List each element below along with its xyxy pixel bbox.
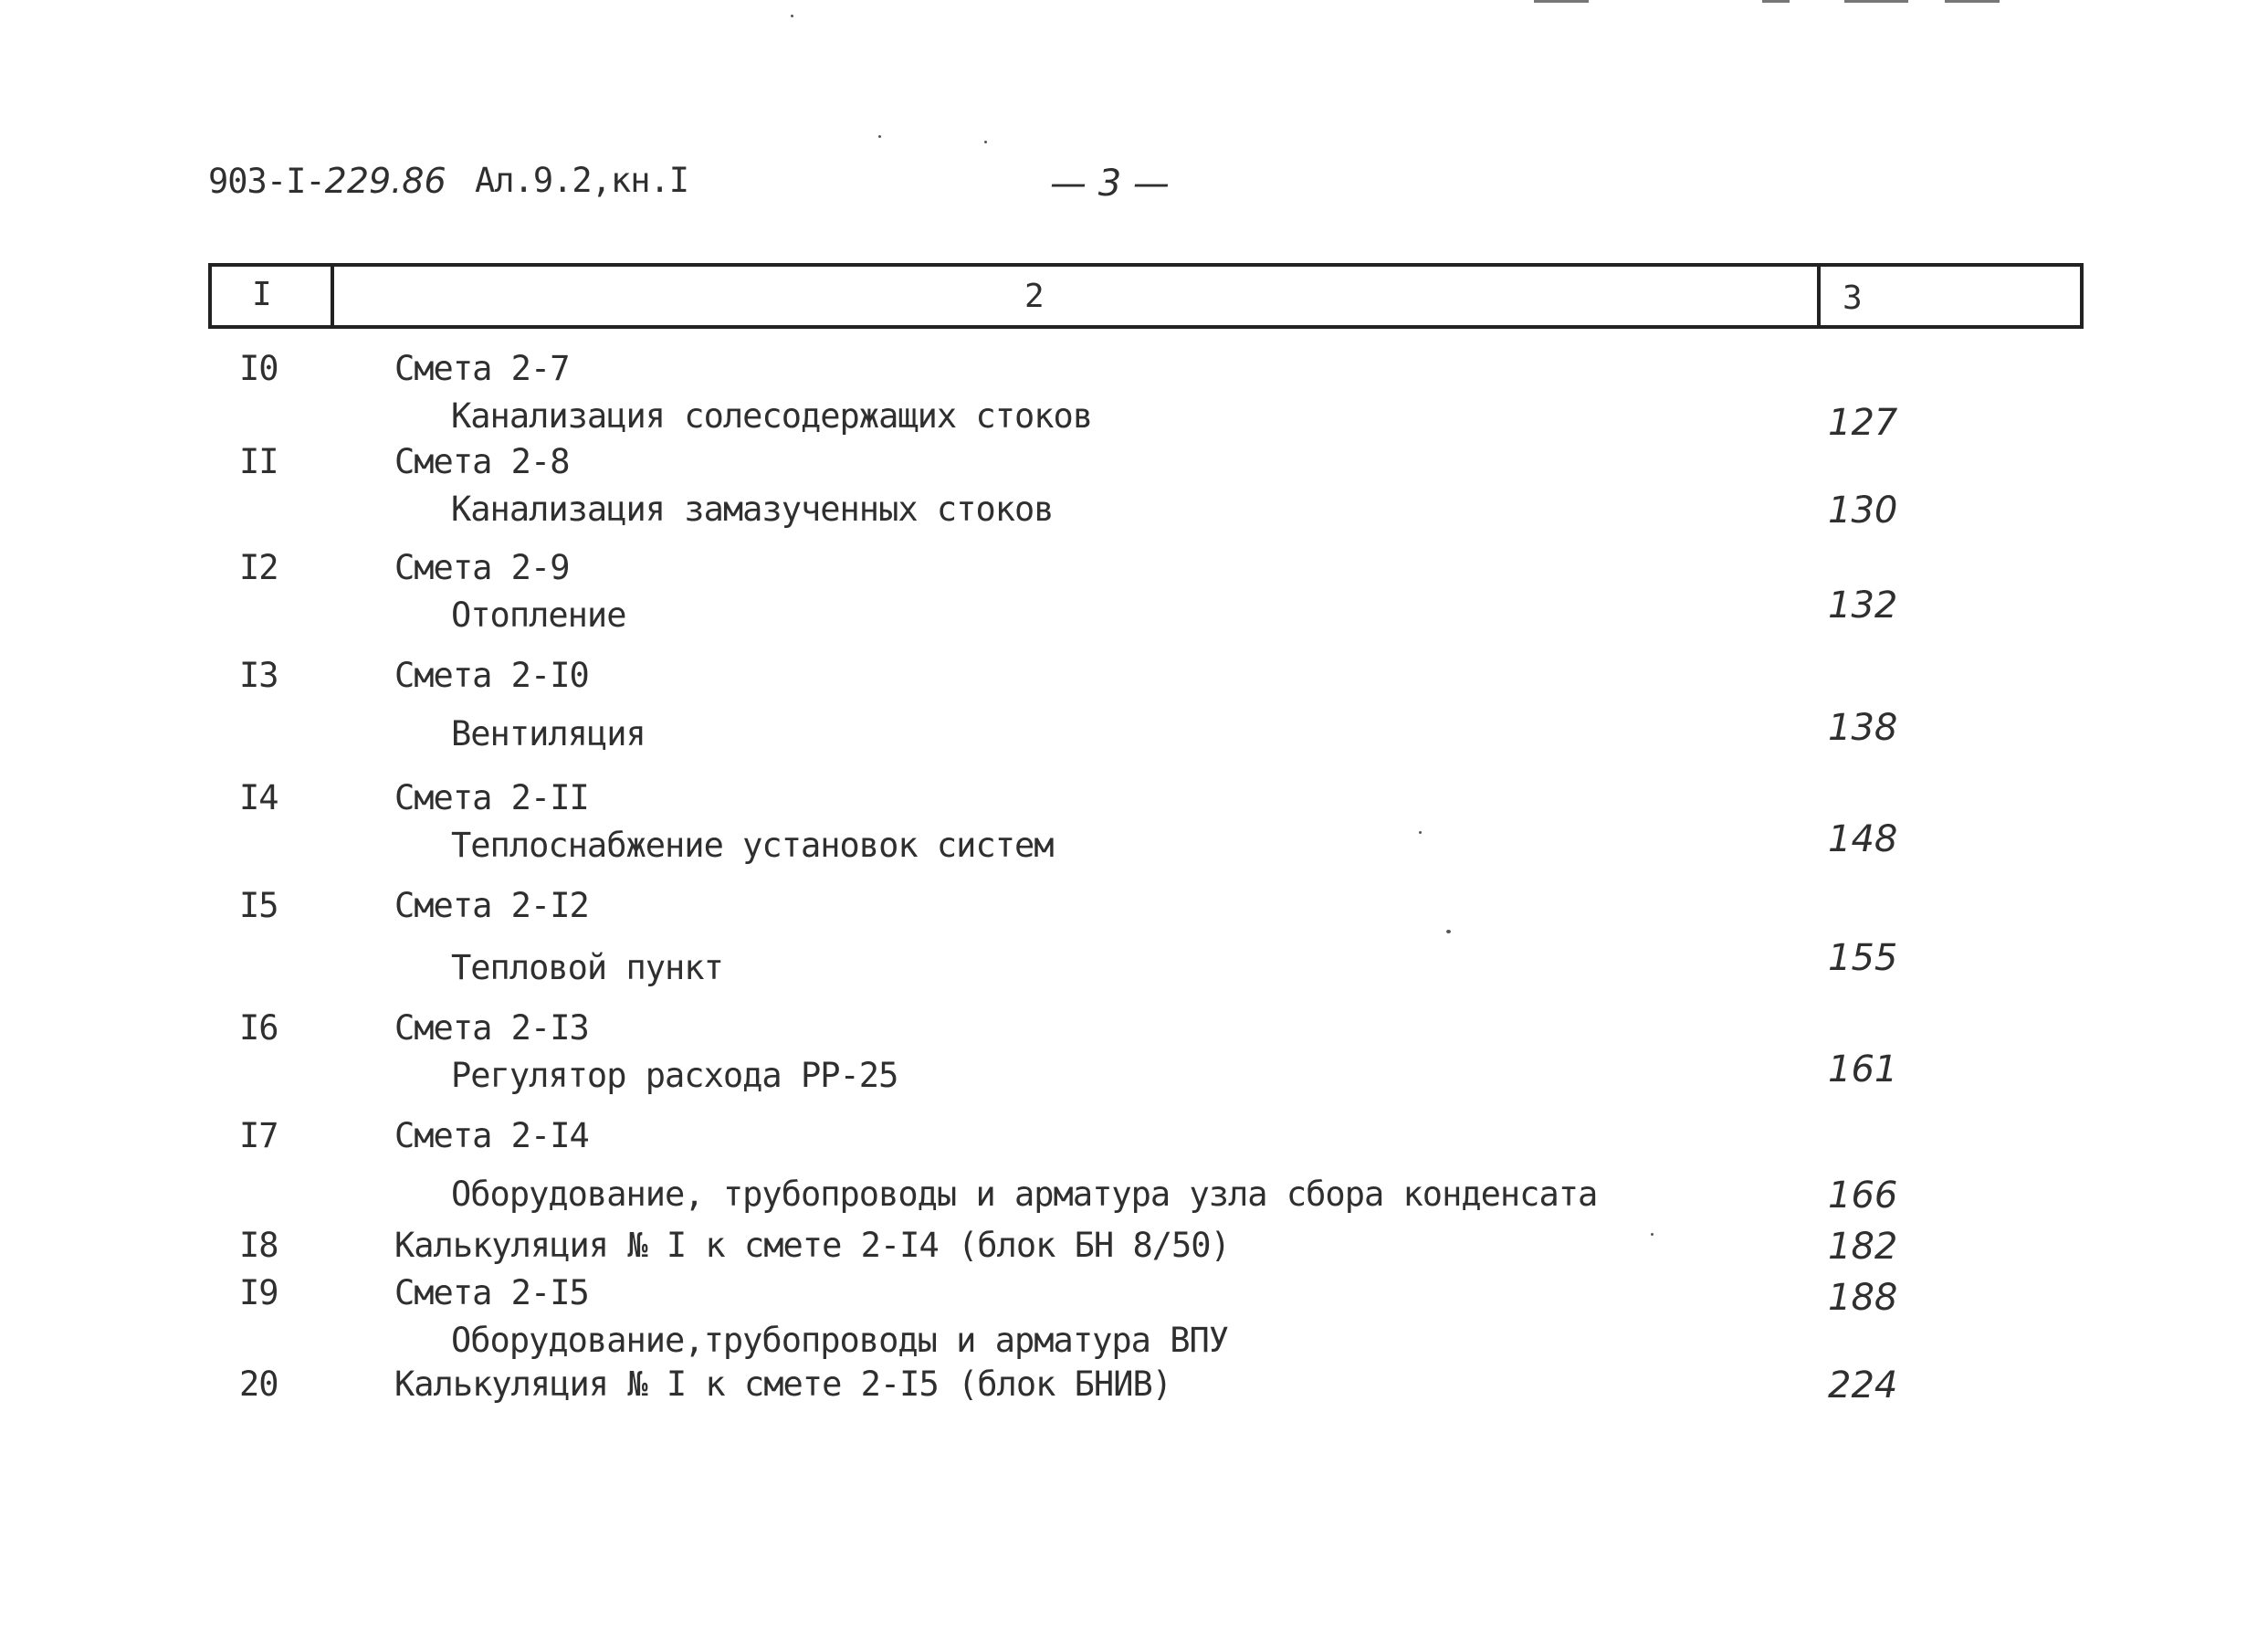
row-number: I3 (239, 656, 278, 695)
row-title: Смета 2-I3 (394, 1008, 589, 1048)
row-title: Смета 2-I5 (394, 1273, 589, 1312)
row-page-number: 127 (1828, 402, 1898, 444)
row-subtitle: Регулятор расхода РР-25 (451, 1056, 898, 1095)
scan-edge-mark (1762, 0, 1790, 3)
row-title: Смета 2-I4 (394, 1116, 589, 1155)
row-subtitle: Тепловой пункт (451, 948, 723, 987)
album-reference: Ал.9.2,кн.I (475, 161, 689, 200)
column-1-label: I (252, 276, 272, 313)
row-page-number: 182 (1828, 1226, 1898, 1268)
row-title: Калькуляция № I к смете 2-I4 (блок БН 8/50) (394, 1226, 1230, 1265)
row-number: I7 (239, 1116, 278, 1155)
scan-speck (1446, 930, 1451, 933)
page-number: — 3 — (1050, 163, 1170, 205)
scan-speck (878, 135, 881, 138)
row-page-number: 148 (1828, 818, 1898, 860)
row-subtitle: Канализация замазученных стоков (451, 490, 1054, 529)
document-code-prefix: 903-I- (208, 162, 325, 201)
row-number: II (239, 442, 278, 481)
row-number: 20 (239, 1364, 278, 1404)
row-title: Калькуляция № I к смете 2-I5 (блок БНИВ) (394, 1364, 1172, 1404)
row-page-number: 224 (1828, 1364, 1898, 1406)
scan-speck (1651, 1233, 1654, 1236)
scan-edge-mark (1844, 0, 1908, 3)
document-code-handwritten: 229.86 (324, 161, 446, 201)
row-title: Смета 2-7 (394, 349, 570, 388)
row-subtitle: Теплоснабжение установок систем (451, 826, 1054, 865)
scan-edge-mark (1945, 0, 2000, 3)
row-subtitle: Оборудование,трубопроводы и арматура ВПУ (451, 1321, 1229, 1360)
scan-speck (1419, 831, 1422, 834)
row-page-number: 132 (1828, 585, 1898, 627)
column-3-label: 3 (1843, 279, 1863, 317)
row-title: Смета 2-I2 (394, 886, 589, 925)
scan-speck (791, 15, 793, 17)
row-number: I2 (239, 548, 278, 587)
column-2-label: 2 (1024, 278, 1045, 315)
column-3-cell (1817, 267, 2082, 325)
row-page-number: 161 (1828, 1048, 1898, 1090)
row-page-number: 155 (1828, 937, 1898, 979)
row-number: I5 (239, 886, 278, 925)
row-page-number: 188 (1828, 1277, 1898, 1319)
row-subtitle: Отопление (451, 595, 626, 635)
row-number: I8 (239, 1226, 278, 1265)
row-subtitle: Канализация солесодержащих стоков (451, 396, 1093, 436)
row-number: I9 (239, 1273, 278, 1312)
row-title: Смета 2-I0 (394, 656, 589, 695)
row-number: I0 (239, 349, 278, 388)
row-page-number: 138 (1828, 707, 1898, 749)
row-title: Смета 2-II (394, 778, 589, 817)
column-1-cell (212, 267, 334, 325)
row-number: I6 (239, 1008, 278, 1048)
table-column-header (208, 263, 2084, 329)
document-code (208, 161, 446, 201)
row-page-number: 166 (1828, 1175, 1898, 1217)
row-page-number: 130 (1828, 490, 1898, 532)
row-title: Смета 2-8 (394, 442, 570, 481)
row-title: Смета 2-9 (394, 548, 570, 587)
scan-edge-mark (1534, 0, 1589, 3)
row-subtitle: Вентиляция (451, 714, 646, 753)
row-number: I4 (239, 778, 278, 817)
scan-speck (984, 141, 987, 143)
row-subtitle: Оборудование, трубопроводы и арматура узла сбора конденсата (451, 1175, 1598, 1214)
